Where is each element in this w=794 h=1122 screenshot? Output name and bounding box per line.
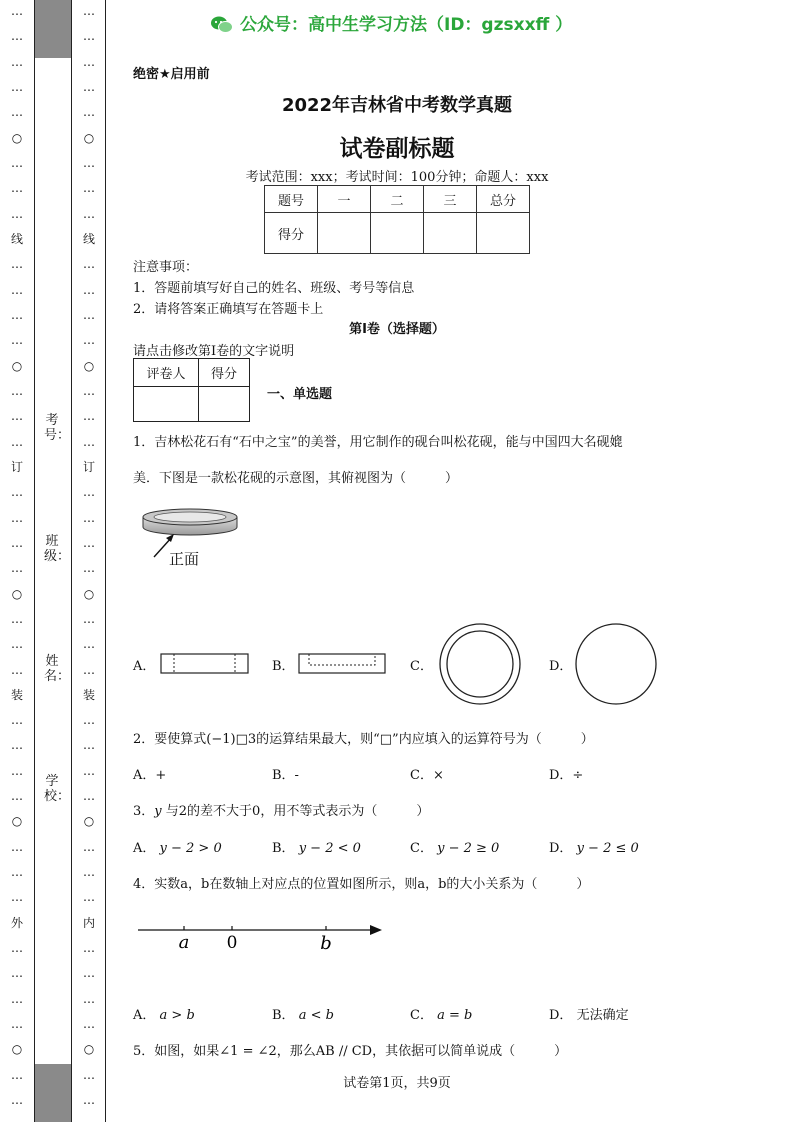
option-math: y − 2 ≤ 0 [576,841,639,856]
seal-mark: … [83,763,95,778]
q1-option-b-figure [298,653,388,675]
seal-mark: … [83,1017,95,1032]
seal-mark: 装 [10,687,23,702]
seal-mark: ○ [83,814,95,829]
seal-mark: … [83,966,95,981]
option-math: y − 2 ≥ 0 [437,841,500,856]
q3-option-b[interactable] [272,837,361,856]
q3-variable: y [154,804,162,819]
score-cell[interactable] [477,213,530,254]
score-header: 三 [424,186,477,213]
axis-label-b: b [320,933,332,954]
exam-title: 2022年吉林省中考数学真题 [281,95,513,116]
q3-option-d[interactable] [549,837,639,856]
inkstone-front-label: 正面 [169,550,200,568]
seal-mark: … [11,181,23,196]
q2-option-b[interactable]: B．- [272,768,299,783]
option-math: a < b [298,1008,334,1023]
seal-mark: … [11,257,23,272]
note-item: 2．请将答案正确填写在答题卡上 [133,302,324,317]
field-exam-number: 考号： [44,413,71,443]
seal-mark: … [83,890,95,905]
seal-mark: … [11,333,23,348]
seal-mark: … [11,662,23,677]
option-letter: C． [410,1008,433,1023]
seal-mark: … [83,941,95,956]
score-cell[interactable] [371,213,424,254]
seal-mark: … [83,865,95,880]
seal-mark: 装 [82,687,95,702]
seal-mark: … [11,510,23,525]
notes-title: 注意事项： [133,260,199,275]
seal-mark: … [11,155,23,170]
seal-mark: … [11,1093,23,1108]
score-header: 题号 [265,186,318,213]
seal-mark: … [83,54,95,69]
q1-option-a-figure [160,653,250,675]
seal-mark: … [11,763,23,778]
seal-mark: … [11,561,23,576]
seal-mark: … [83,257,95,272]
q5-stem: 5．如图，如果∠1 = ∠2，那么AB // CD，其依据可以简单说成（ ） [133,1044,568,1059]
seal-mark: ○ [83,130,95,145]
part1-desc: 请点击修改第I卷的文字说明 [133,344,295,359]
exam-meta: 考试范围：xxx；考试时间：100分钟；命题人：xxx [245,170,549,185]
seal-mark: … [11,1067,23,1082]
seal-mark: … [11,434,23,449]
seal-mark: … [11,789,23,804]
seal-mark: … [83,1093,95,1108]
seal-mark: … [11,79,23,94]
seal-mark: … [83,155,95,170]
seal-mark: … [83,383,95,398]
q4-stem: 4．实数a，b在数轴上对应点的位置如图所示，则a，b的大小关系为（ ） [133,877,590,892]
section-title: 一、单选题 [267,387,333,402]
option-letter: C． [410,841,433,856]
option-letter: B． [272,841,295,856]
seal-mark: … [83,181,95,196]
wechat-icon [210,15,234,35]
page-footer: 试卷第1页，共9页 [343,1076,451,1091]
seal-mark: … [11,485,23,500]
option-letter: A． [133,841,156,856]
seal-mark: ○ [11,1042,23,1057]
option-math: a = b [437,1008,473,1023]
seal-mark: … [83,561,95,576]
q2-stem: 2．要使算式(−1)□3的运算结果最大，则“□”内应填入的运算符号为（ ） [133,732,594,747]
grader-cell[interactable] [199,387,250,422]
seal-mark: … [11,206,23,221]
seal-mark: … [11,29,23,44]
q3-text: 与2的差不大于0，用不等式表示为（ ） [161,804,430,819]
score-header: 总分 [477,186,530,213]
q4-option-c[interactable] [410,1004,472,1023]
seal-mark: … [11,535,23,550]
q4-option-a[interactable] [133,1004,195,1023]
option-letter: A． [133,1008,156,1023]
q1-option-c-figure [438,622,522,706]
score-cell[interactable] [424,213,477,254]
q3-option-a[interactable] [133,837,222,856]
seal-mark: … [83,713,95,728]
score-table [264,185,530,254]
seal-mark: … [11,1017,23,1032]
seal-mark: ○ [83,358,95,373]
seal-mark: … [83,637,95,652]
q1-line2: 美．下图是一款松花砚的示意图，其俯视图为（ ） [133,471,459,486]
field-school: 学校： [44,774,71,804]
q1-option-a[interactable]: A． [133,659,156,674]
seal-mark: … [11,839,23,854]
seal-mark: … [83,789,95,804]
grader-table [133,358,250,422]
seal-mark: … [83,485,95,500]
seal-mark: … [83,434,95,449]
score-row-label: 得分 [265,213,318,254]
header-text: 公众号：高中生学习方法（ID：gzsxxff ） [240,15,573,35]
number-line-figure [136,918,386,954]
seal-mark: … [11,4,23,18]
axis-label-a: a [178,932,190,953]
grader-header: 得分 [199,359,250,387]
q1-line1: 1．吉林松花石有“石中之宝”的美誉，用它制作的砚台叫松花砚，能与中国四大名砚媲 [133,435,623,450]
seal-mark: ○ [11,814,23,829]
seal-mark: 内 [82,915,95,930]
seal-mark: … [11,409,23,424]
seal-mark: 外 [10,915,23,930]
seal-mark: … [83,738,95,753]
q1-option-d-figure [574,622,658,706]
binding-grey-top [35,0,71,58]
q4-option-d[interactable] [549,1004,629,1023]
seal-mark: … [83,611,95,626]
score-header: 一 [318,186,371,213]
seal-mark: … [83,206,95,221]
seal-mark: … [83,333,95,348]
seal-mark: … [83,1067,95,1082]
option-letter: D． [549,1008,573,1023]
q3-option-c[interactable] [410,837,499,856]
option-math: y − 2 > 0 [159,841,222,856]
seal-mark: … [11,282,23,297]
seal-mark: 线 [82,231,95,246]
seal-mark: … [11,307,23,322]
field-name: 姓名： [44,654,71,684]
seal-mark: … [11,54,23,69]
seal-mark: 线 [10,231,23,246]
part1-title: 第I卷（选择题） [349,322,445,337]
seal-mark: … [11,991,23,1006]
seal-mark: … [83,282,95,297]
seal-mark: … [11,611,23,626]
q1-option-c[interactable]: C． [410,659,433,674]
seal-mark: … [83,79,95,94]
seal-mark: … [83,4,95,18]
q1-option-d[interactable]: D． [549,659,573,674]
seal-mark: 订 [10,459,23,474]
option-text: 无法确定 [576,1008,629,1023]
seal-mark: … [83,662,95,677]
q3-stem [133,800,429,819]
option-math: y − 2 < 0 [298,841,361,856]
seal-mark: … [83,991,95,1006]
seal-mark: ○ [11,586,23,601]
seal-mark: … [11,966,23,981]
option-letter: D． [549,841,573,856]
seal-mark: … [11,105,23,120]
wechat-header [210,10,610,35]
q2-option-a[interactable]: A．+ [133,768,167,783]
seal-mark: ○ [83,586,95,601]
seal-mark: … [83,105,95,120]
seal-mark: … [11,637,23,652]
exam-subtitle: 试卷副标题 [339,136,455,162]
seal-mark: … [11,713,23,728]
seal-mark: … [83,307,95,322]
q4-option-b[interactable] [272,1004,334,1023]
q3-number: 3． [133,804,155,819]
note-item: 1．答题前填写好自己的姓名、班级、考号等信息 [133,281,415,296]
seal-mark: … [11,890,23,905]
grader-cell[interactable] [134,387,199,422]
secret-label: 绝密★启用前 [133,67,210,82]
seal-mark: … [83,29,95,44]
option-letter: B． [272,1008,295,1023]
seal-mark: ○ [83,1042,95,1057]
field-class: 班级： [44,534,71,564]
seal-mark: ○ [11,358,23,373]
seal-mark: … [11,738,23,753]
seal-mark: … [83,535,95,550]
grader-header: 评卷人 [134,359,199,387]
seal-mark: … [83,839,95,854]
seal-mark: … [11,383,23,398]
score-header: 二 [371,186,424,213]
q2-option-d[interactable]: D．÷ [549,768,584,783]
q1-option-b[interactable]: B． [272,659,295,674]
score-cell[interactable] [318,213,371,254]
seal-mark: 订 [82,459,95,474]
seal-mark: … [11,865,23,880]
seal-mark: … [83,510,95,525]
seal-mark: … [83,409,95,424]
axis-label-zero: 0 [226,933,238,953]
option-math: a > b [159,1008,195,1023]
seal-mark: … [11,941,23,956]
seal-mark: ○ [11,130,23,145]
q2-option-c[interactable]: C．× [410,768,444,783]
